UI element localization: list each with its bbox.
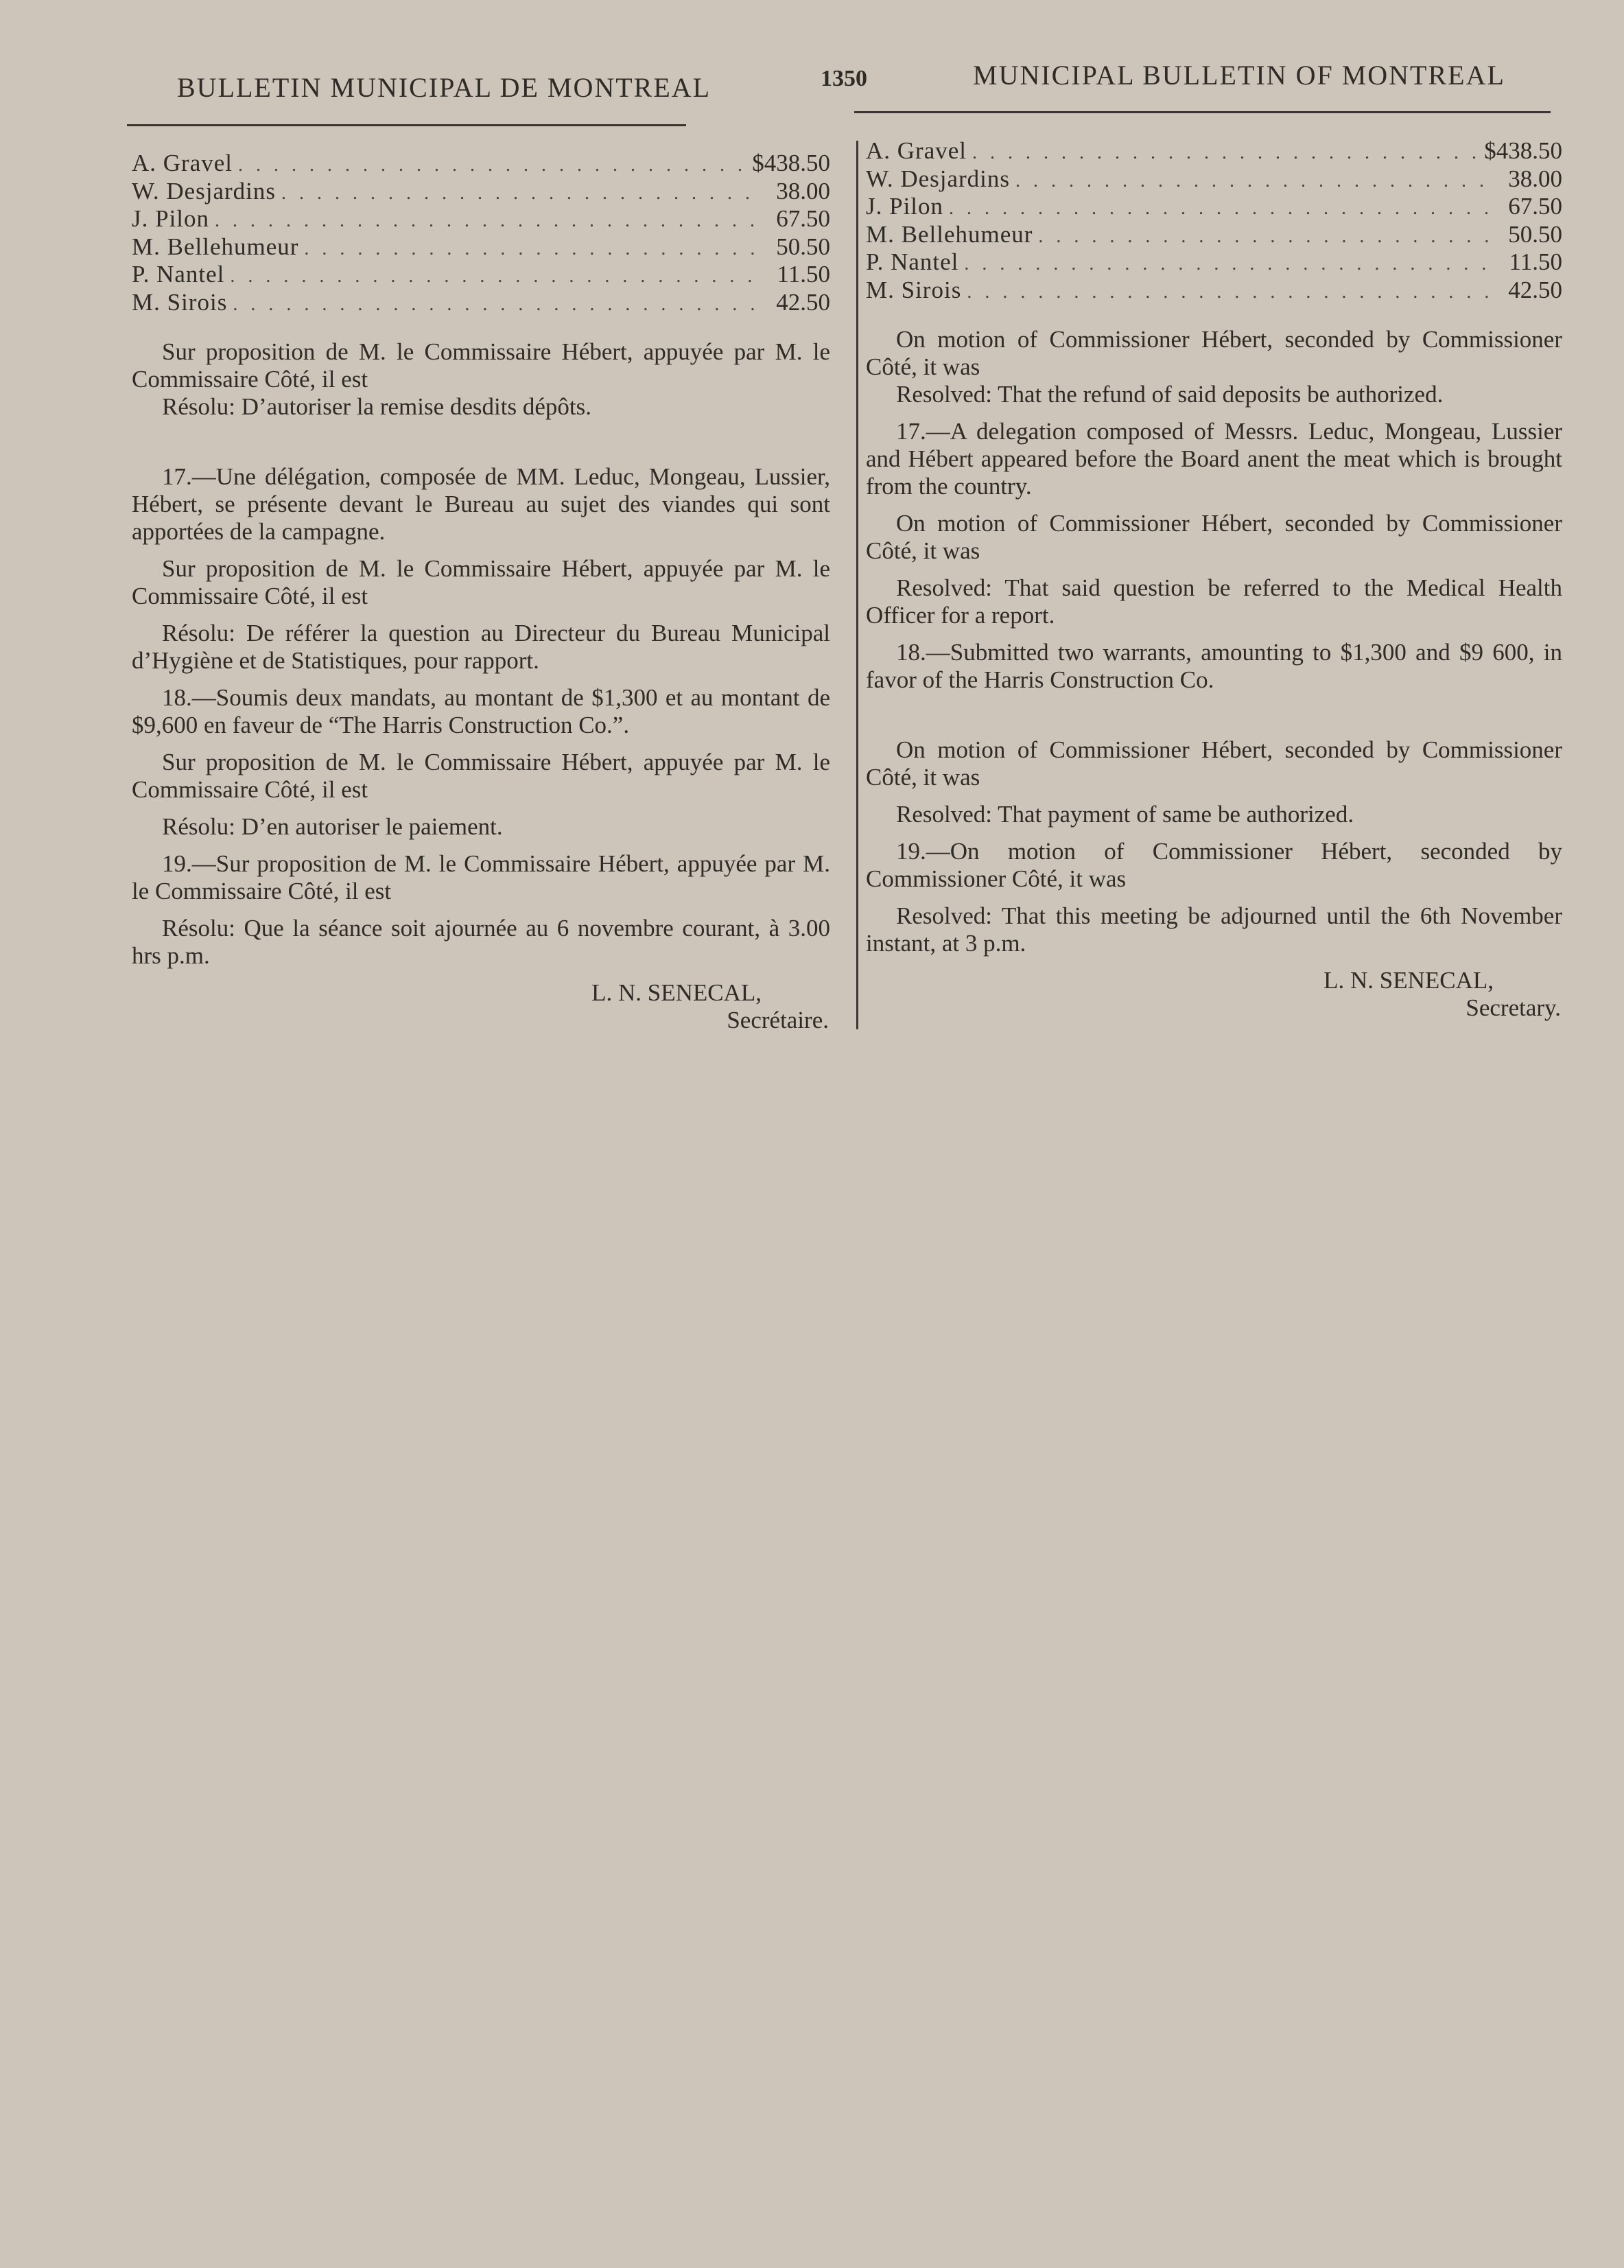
payment-amount: 50.50 [776,233,830,260]
payment-amount: $438.50 [1484,137,1562,164]
leader-dots [1033,223,1494,250]
payee-name: M. Sirois [132,288,228,316]
payment-row [866,165,1562,194]
leader-dots [958,250,1494,278]
payee-name: M. Sirois [866,276,962,303]
payment-row [866,193,1562,221]
item-17-paragraph: 17.—Une délégation, composée de MM. Leduc, Mongeau, Lussier, Hébert, se présente devant le Bureau au sujet des viandes qui sont apportées de la campagne. [132,463,830,545]
payment-amount: 38.00 [776,177,830,204]
leader-dots [967,139,1484,167]
payment-list [866,137,1562,304]
resolution-paragraph: Résolu: De référer la question au Directeur du Bureau Municipal d’Hygiène et de Statistiques, pour rapport. [132,620,830,674]
payment-amount: $438.50 [752,150,830,176]
payment-row [132,233,830,261]
motion-paragraph: On motion of Commissioner Hébert, seconded by Commissioner Côté, it was [866,736,1562,791]
column-divider [856,141,858,1029]
payment-row [866,248,1562,277]
item-19-paragraph: 19.—Sur proposition de M. le Commissaire Hébert, appuyée par M. le Commissaire Côté, il est [132,850,830,904]
payment-amount: 67.50 [1508,193,1562,220]
header-rule-right [854,111,1551,113]
leader-dots [224,263,762,290]
payee-name: A. Gravel [132,150,233,176]
payment-row [132,289,830,317]
payment-row [866,137,1562,165]
payee-name: P. Nantel [132,261,225,288]
payment-amount: 67.50 [776,205,830,232]
signature-title: Secrétaire. [727,1007,829,1033]
payment-list [132,150,830,316]
resolution-paragraph: Resolved: That said question be referred to the Medical Health Officer for a report. [866,574,1562,629]
payment-row [132,261,830,289]
header-french-title: BULLETIN MUNICIPAL DE MONTREAL [177,72,711,103]
leader-dots [227,291,762,318]
payment-row [132,205,830,233]
item-18-paragraph: 18.—Submitted two warrants, amounting to $1,300 and $9 600, in favor of the Harris Construction Co. [866,639,1562,693]
motion-paragraph: On motion of Commissioner Hébert, seconded by Commissioner Côté, it was [866,326,1562,380]
signature-name: L. N. SENECAL, [591,979,762,1006]
payee-name: J. Pilon [132,205,210,232]
header-rule-left [127,124,686,126]
motion-paragraph: Sur proposition de M. le Commissaire Hébert, appuyée par M. le Commissaire Côté, il est [132,749,830,803]
page-number: 1350 [821,66,867,91]
payment-row [866,221,1562,249]
payee-name: J. Pilon [866,193,944,220]
motion-paragraph: On motion of Commissioner Hébert, seconded by Commissioner Côté, it was [866,510,1562,564]
payment-amount: 50.50 [1508,220,1562,248]
payment-row [866,277,1562,305]
resolution-paragraph: Resolved: That this meeting be adjourned until the 6th November instant, at 3 p.m. [866,902,1562,957]
leader-dots [961,279,1494,306]
payee-name: P. Nantel [866,248,959,275]
header-english-title: MUNICIPAL BULLETIN OF MONTREAL [973,60,1505,91]
payee-name: A. Gravel [866,137,967,164]
payment-amount: 42.50 [776,288,830,316]
motion-paragraph: Sur proposition de M. le Commissaire Hébert, appuyée par M. le Commissaire Côté, il est [132,555,830,609]
resolution-paragraph: Resolved: That the refund of said deposits be authorized. [896,381,1444,408]
payment-row [132,178,830,206]
item-19-paragraph: 19.—On motion of Commissioner Hébert, seconded by Commissioner Côté, it was [866,838,1562,892]
leader-dots [233,152,752,179]
payment-amount: 11.50 [777,261,830,288]
payee-name: W. Desjardins [132,177,276,204]
resolution-paragraph: Résolu: Que la séance soit ajournée au 6 novembre courant, à 3.00 hrs p.m. [132,915,830,969]
payment-row [132,150,830,178]
motion-paragraph: Sur proposition de M. le Commissaire Hébert, appuyée par M. le Commissaire Côté, il est [132,338,830,393]
leader-dots [943,195,1494,222]
payment-amount: 11.50 [1509,248,1562,275]
resolution-paragraph: Resolved: That payment of same be authorized. [896,801,1354,828]
resolution-paragraph: Résolu: D’en autoriser le paiement. [162,813,503,840]
payee-name: M. Bellehumeur [866,220,1033,248]
english-column [866,137,1562,1022]
leader-dots [298,235,762,263]
payment-amount: 42.50 [1508,276,1562,303]
payee-name: M. Bellehumeur [132,233,299,260]
item-18-paragraph: 18.—Soumis deux mandats, au montant de $1,300 et au montant de $9,600 en faveur de “The Harris Construction Co.”. [132,684,830,738]
item-17-paragraph: 17.—A delegation composed of Messrs. Leduc, Mongeau, Lussier and Hébert appeared before the Board anent the meat which is brought from the country. [866,418,1562,500]
leader-dots [209,207,762,235]
french-column [132,150,830,1034]
signature-title: Secretary. [1466,994,1561,1021]
leader-dots [1010,167,1494,195]
signature-name: L. N. SENECAL, [1323,967,1494,994]
payment-amount: 38.00 [1508,165,1562,192]
resolution-paragraph: Résolu: D’autoriser la remise desdits dépôts. [162,393,591,420]
leader-dots [276,180,762,207]
payee-name: W. Desjardins [866,165,1011,192]
